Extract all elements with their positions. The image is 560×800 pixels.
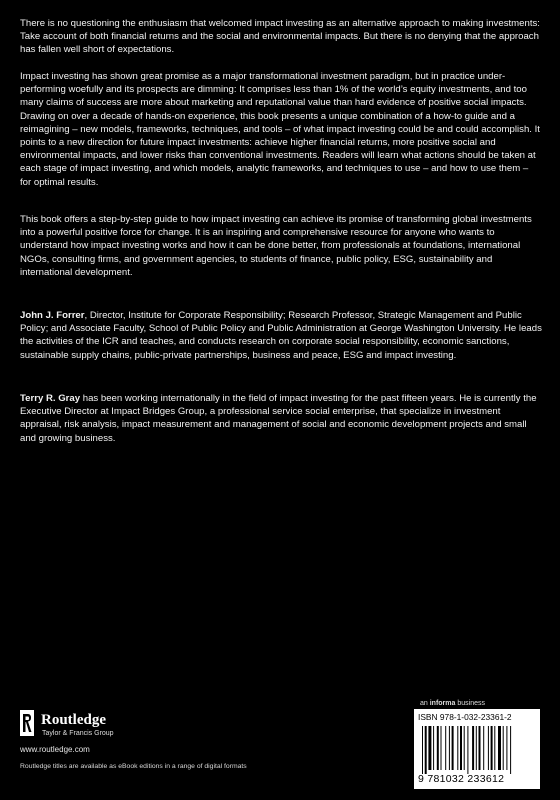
isbn-barcode [414, 709, 540, 789]
barcode-bars-icon [422, 726, 534, 774]
informa-brand: informa [429, 700, 456, 707]
barcode-digits: 9 781032 233612 [418, 773, 505, 785]
informa-tagline [420, 700, 485, 707]
informa-prefix: an [420, 700, 430, 707]
publisher-name: Routledge [41, 712, 106, 728]
routledge-logo [20, 708, 140, 742]
isbn-label: ISBN 978-1-032-23361-2 [418, 712, 512, 722]
publisher-url[interactable]: www.routledge.com [20, 745, 90, 754]
description-paragraph-3: This book offers a step-by-step guide to how impact investing can achieve its promise of transforming global investments into a powerful positive force for change. It is an inspiring and comprehensive resource for anyone who wants to understand how impact investing works and how it can be done better, from professionals at foundations, international NGOs, consulting firms, and government agencies, to students of finance, public policy, ESG, sustainability and international development. [20, 214, 532, 278]
author-bio-gray [20, 392, 542, 445]
author-name: John J. Forrer [20, 310, 85, 321]
publisher-subtitle: Taylor & Francis Group [42, 730, 114, 737]
routledge-mark-icon [20, 710, 34, 736]
informa-suffix: business [455, 700, 485, 707]
author-name: Terry R. Gray [20, 393, 81, 404]
author-bio-text: , Director, Institute for Corporate Responsibility; Research Professor, Strategic Management and Public Policy; and Associate Faculty, School of Public Policy and Public Administration at George Washington University. He leads the activities of the ICR and teaches, and conducts research on corporate social responsibility, economic sanctions, sustainable supply chains, public-private partnerships, business and peace, ESG and impact investing. [20, 310, 542, 361]
description-paragraph-2: Impact investing has shown great promise as a major transformational investment paradigm, but in practice under-performing woefully and its prospects are dimming: It comprises less than 1% of the world’s equity investments, and too many claims of success are more about marketing and reputational value than hard evidence of positive social impacts. Drawing on over a decade of hands-on experience, this book presents a unique combination of a how-to guide and a reimagining – new models, frameworks, techniques, and tools – of what impact investing could be and could accomplish. It points to a new direction for future impact investments: achieve higher financial returns, more positive social and environmental impacts, and lower risks than conventional investments. Readers will learn what actions should be taken at each stage of impact investing, and which models, analytic frameworks, and techniques to use – and how to use them – for optimal results. [20, 71, 540, 188]
author-bio-forrer [20, 309, 542, 362]
author-bio-text: has been working internationally in the field of impact investing for the past fifteen years. He is currently the Executive Director at Impact Bridges Group, a professional service social enterprise, that specialize in investment appraisal, risk analysis, impact measurement and management of social and economic development projects and small and growing business. [20, 393, 537, 444]
ebook-note: Routledge titles are available as eBook editions in a range of digital formats [20, 763, 247, 770]
description-paragraph-1: There is no questioning the enthusiasm that welcomed impact investing as an alternative approach to making investments: Take account of both financial returns and the social and environmental impacts. But there is no denying that the approach has fallen well short of expectations. [20, 18, 540, 56]
